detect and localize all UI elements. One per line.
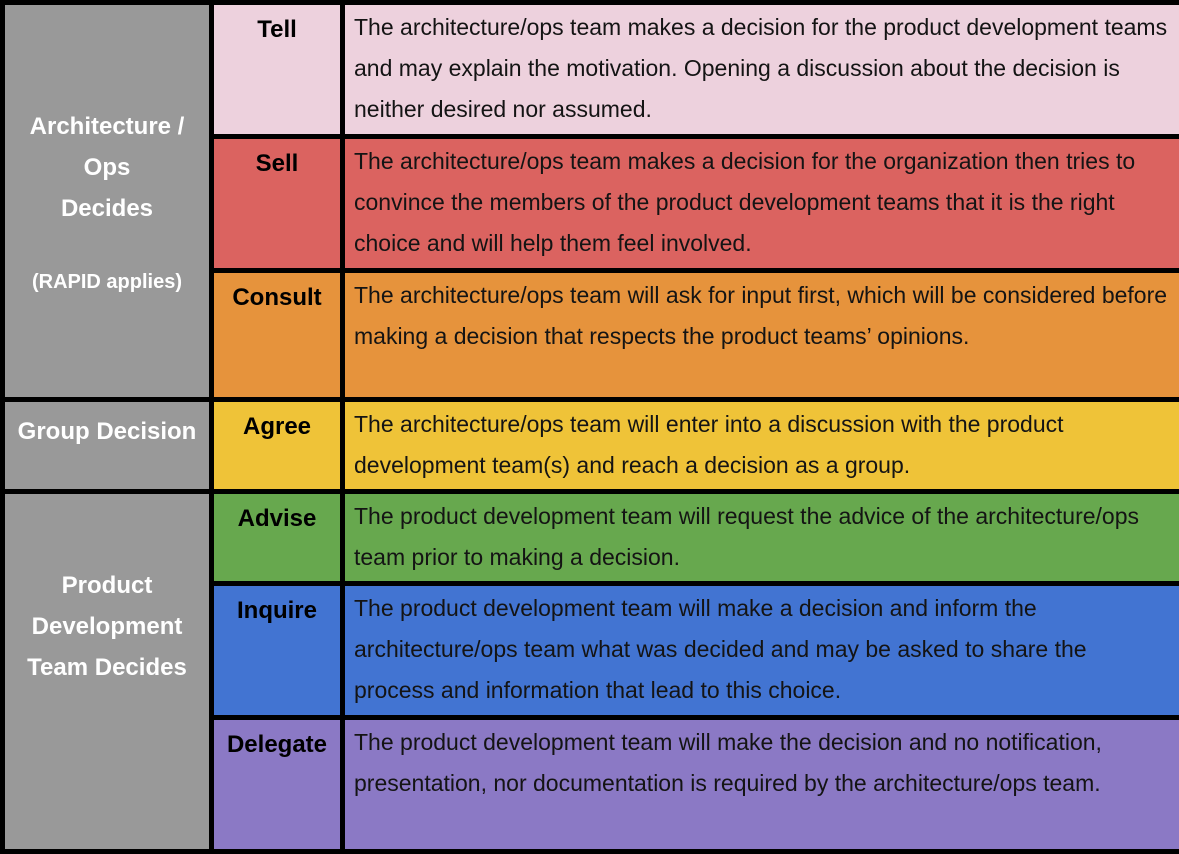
desc-cell-tell — [343, 3, 1179, 137]
label-cell-tell — [212, 3, 343, 137]
category-cell-group-decision — [3, 400, 212, 492]
desc-text: The product development team will make the decision and no notification, presentation, nor documentation is required by the architecture/ops team. — [354, 728, 1102, 796]
category-cell-architecture-ops-decides — [3, 3, 212, 400]
category-title-line: Decides — [60, 195, 154, 223]
category-title-line: Product — [61, 571, 153, 599]
desc-text: The architecture/ops team will enter into a discussion with the product development team(s) and reach a decision as a group. — [354, 411, 1064, 479]
category-note-rapid: (RAPID applies) — [31, 271, 183, 294]
label-cell-agree — [212, 400, 343, 492]
label-text: Tell — [257, 16, 297, 43]
category-title-line: Development — [31, 612, 183, 640]
label-text: Inquire — [236, 596, 317, 624]
label-cell-consult — [212, 271, 343, 400]
desc-text: The architecture/ops team makes a decision for the product development teams and may explain the motivation. Opening a discussion about the decision is neither desired nor assumed. — [354, 14, 1168, 122]
desc-text: The architecture/ops team makes a decision for the organization then tries to convince the members of the product development teams that it is the right choice and will help them feel involved. — [354, 148, 1136, 257]
label-text: Advise — [237, 504, 317, 532]
category-title — [6, 411, 208, 452]
desc-text: The product development team will make a decision and inform the architecture/ops team what was decided and may be asked to share the process and information that lead to this choice. — [354, 594, 1087, 703]
label-cell-delegate — [212, 717, 343, 851]
label-cell-inquire — [212, 583, 343, 717]
table-row-agree — [3, 400, 1179, 492]
desc-cell-inquire — [343, 583, 1179, 717]
table-row-advise — [3, 491, 1179, 583]
desc-cell-consult — [343, 271, 1179, 400]
desc-cell-delegate — [343, 717, 1179, 851]
category-title-line: Architecture / — [29, 113, 185, 141]
desc-cell-sell — [343, 137, 1179, 271]
category-title-line: Team Decides — [27, 653, 187, 681]
label-text: Sell — [255, 150, 299, 178]
category-cell-product-development-team-decides — [3, 491, 212, 851]
category-title — [6, 565, 208, 688]
desc-cell-advise — [343, 491, 1179, 583]
label-text: Consult — [232, 284, 322, 312]
desc-text: The product development team will request the advice of the architecture/ops team prior to making a decision. — [354, 502, 1139, 570]
label-text: Delegate — [226, 730, 328, 758]
desc-cell-agree — [343, 400, 1179, 492]
label-text: Agree — [242, 413, 312, 441]
category-title-line: Ops — [83, 154, 131, 182]
table-row-tell — [3, 3, 1179, 137]
label-cell-sell — [212, 137, 343, 271]
category-title-line: Group Decision — [17, 418, 197, 446]
desc-text: The architecture/ops team will ask for input first, which will be considered before making a decision that respects the product teams’ opinions. — [354, 282, 1168, 350]
label-cell-advise — [212, 491, 343, 583]
category-title — [6, 106, 208, 296]
